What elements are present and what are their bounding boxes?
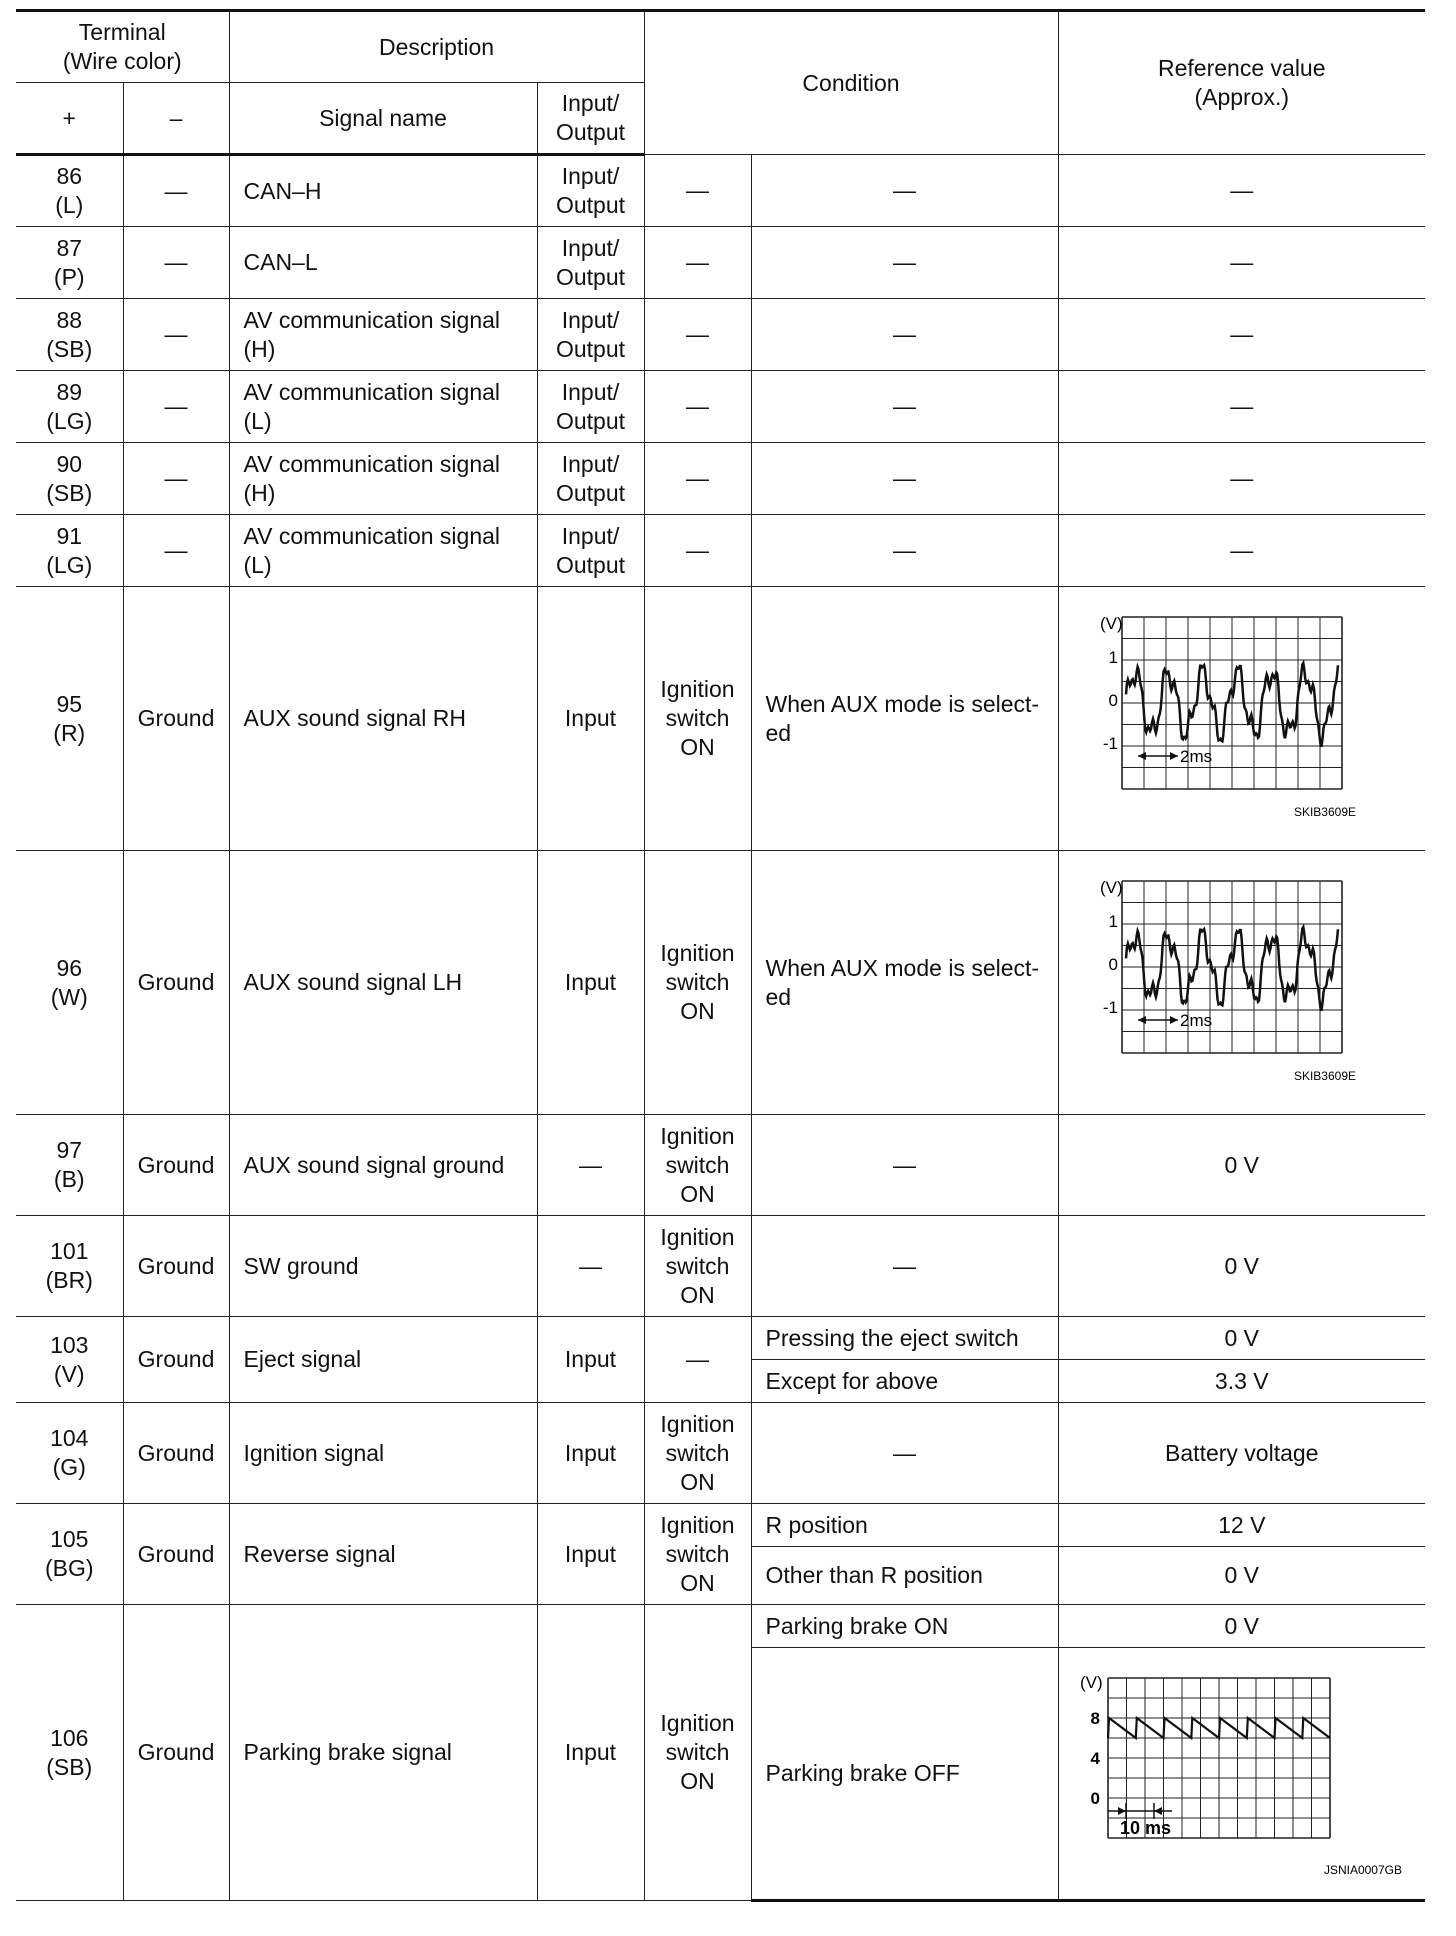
header-description: Description: [229, 11, 644, 83]
reference-value: —: [1058, 371, 1425, 443]
io-type: Input/ Output: [537, 227, 644, 299]
minus-terminal: —: [123, 443, 229, 515]
signal-name: AUX sound signal RH: [229, 587, 537, 851]
waveform-time-label: 2ms: [1179, 746, 1212, 766]
table-row: [16, 851, 1425, 1115]
reference-value: —: [1058, 227, 1425, 299]
table-row: [16, 1403, 1425, 1504]
reference-value: 0 V: [1058, 1317, 1425, 1360]
condition-state: Ignition switch ON: [644, 1605, 751, 1901]
reference-value: Battery voltage: [1058, 1403, 1425, 1504]
condition-state: —: [644, 299, 751, 371]
terminal-number: 86 (L): [16, 155, 123, 227]
minus-terminal: Ground: [123, 1605, 229, 1901]
signal-name: CAN–L: [229, 227, 537, 299]
condition-detail: —: [751, 299, 1058, 371]
waveform-y-tick: 1: [1108, 911, 1118, 931]
signal-name: Ignition signal: [229, 1403, 537, 1504]
condition-state: Ignition switch ON: [644, 1115, 751, 1216]
aux-waveform-lh: [1092, 873, 1392, 1093]
aux-waveform-rh: [1092, 609, 1392, 829]
condition-detail: —: [751, 515, 1058, 587]
io-type: Input/ Output: [537, 155, 644, 227]
waveform-grid: [1122, 881, 1342, 1053]
minus-terminal: Ground: [123, 1317, 229, 1403]
condition-detail: When AUX mode is select- ed: [751, 851, 1058, 1115]
figure-id: JSNIA0007GB: [1323, 1862, 1402, 1877]
condition-state: —: [644, 227, 751, 299]
waveform-y-tick: -1: [1102, 997, 1118, 1017]
condition-state: —: [644, 1317, 751, 1403]
signal-name: AV communication signal (L): [229, 515, 537, 587]
io-type: Input: [537, 851, 644, 1115]
reference-value: 0 V: [1058, 1605, 1425, 1648]
terminal-number: 101 (BR): [16, 1216, 123, 1317]
io-type: Input: [537, 1504, 644, 1605]
terminal-number: 104 (G): [16, 1403, 123, 1504]
waveform-y-tick: -1: [1102, 733, 1118, 753]
minus-terminal: —: [123, 515, 229, 587]
reference-waveform: [1058, 1648, 1425, 1901]
io-type: Input: [537, 1605, 644, 1901]
io-type: Input/ Output: [537, 515, 644, 587]
reference-value: 0 V: [1058, 1216, 1425, 1317]
time-scale-arrow: [1138, 752, 1178, 760]
signal-name: AV communication signal (L): [229, 371, 537, 443]
condition-state: Ignition switch ON: [644, 1216, 751, 1317]
reference-value: 3.3 V: [1058, 1360, 1425, 1403]
header-row-1: [16, 11, 1425, 83]
waveform-y-tick: 1: [1108, 647, 1118, 667]
minus-terminal: —: [123, 371, 229, 443]
header-reference-value: Reference value (Approx.): [1058, 11, 1425, 155]
condition-state: Ignition switch ON: [644, 587, 751, 851]
terminal-number: 95 (R): [16, 587, 123, 851]
table-row: [16, 1605, 1425, 1648]
terminal-number: 90 (SB): [16, 443, 123, 515]
condition-detail: —: [751, 155, 1058, 227]
minus-terminal: Ground: [123, 1403, 229, 1504]
terminal-number: 106 (SB): [16, 1605, 123, 1901]
condition-detail: R position: [751, 1504, 1058, 1547]
waveform-grid: [1108, 1678, 1330, 1838]
signal-name: Reverse signal: [229, 1504, 537, 1605]
condition-detail: —: [751, 443, 1058, 515]
terminal-number: 96 (W): [16, 851, 123, 1115]
minus-terminal: Ground: [123, 1115, 229, 1216]
figure-id: SKIB3609E: [1293, 804, 1356, 819]
time-scale-arrow: [1108, 1803, 1172, 1819]
reference-waveform: [1058, 851, 1425, 1115]
condition-detail: Except for above: [751, 1360, 1058, 1403]
condition-detail: —: [751, 1403, 1058, 1504]
table-row: [16, 1115, 1425, 1216]
waveform-y-tick: 8: [1090, 1708, 1100, 1728]
condition-detail: Pressing the eject switch: [751, 1317, 1058, 1360]
terminal-number: 87 (P): [16, 227, 123, 299]
minus-terminal: Ground: [123, 587, 229, 851]
terminal-table: [16, 9, 1425, 1902]
io-type: Input: [537, 587, 644, 851]
parking-brake-waveform: [1072, 1664, 1412, 1884]
signal-name: SW ground: [229, 1216, 537, 1317]
waveform-unit: (V): [1099, 877, 1123, 897]
reference-value: 0 V: [1058, 1115, 1425, 1216]
condition-state: —: [644, 443, 751, 515]
io-type: Input/ Output: [537, 443, 644, 515]
waveform-unit: (V): [1079, 1672, 1103, 1692]
reference-value: —: [1058, 515, 1425, 587]
header-minus: –: [123, 83, 229, 155]
waveform-grid: [1122, 617, 1342, 789]
condition-state: Ignition switch ON: [644, 1504, 751, 1605]
io-type: Input/ Output: [537, 371, 644, 443]
condition-detail: —: [751, 1115, 1058, 1216]
table-row: [16, 299, 1425, 371]
condition-detail: When AUX mode is select- ed: [751, 587, 1058, 851]
terminal-number: 105 (BG): [16, 1504, 123, 1605]
io-type: Input: [537, 1317, 644, 1403]
table-row: [16, 1317, 1425, 1360]
table-row: [16, 371, 1425, 443]
condition-state: —: [644, 371, 751, 443]
signal-name: AUX sound signal LH: [229, 851, 537, 1115]
reference-value: 0 V: [1058, 1547, 1425, 1605]
terminal-number: 88 (SB): [16, 299, 123, 371]
io-type: Input/ Output: [537, 299, 644, 371]
reference-value: 12 V: [1058, 1504, 1425, 1547]
minus-terminal: —: [123, 227, 229, 299]
header-condition: Condition: [644, 11, 1058, 155]
table-row: [16, 587, 1425, 851]
terminal-number: 103 (V): [16, 1317, 123, 1403]
reference-value: —: [1058, 155, 1425, 227]
condition-state: Ignition switch ON: [644, 1403, 751, 1504]
signal-name: AV communication signal (H): [229, 299, 537, 371]
table-row: [16, 1216, 1425, 1317]
condition-detail: Parking brake ON: [751, 1605, 1058, 1648]
reference-value: —: [1058, 443, 1425, 515]
time-scale-arrow: [1138, 1016, 1178, 1024]
minus-terminal: Ground: [123, 1216, 229, 1317]
table-row: [16, 515, 1425, 587]
signal-name: Eject signal: [229, 1317, 537, 1403]
header-terminal: Terminal (Wire color): [16, 11, 229, 83]
io-type: —: [537, 1216, 644, 1317]
minus-terminal: —: [123, 155, 229, 227]
waveform-y-tick: 0: [1108, 690, 1118, 710]
condition-state: —: [644, 515, 751, 587]
table-row: [16, 443, 1425, 515]
condition-detail: —: [751, 1216, 1058, 1317]
table-row: [16, 227, 1425, 299]
reference-value: —: [1058, 299, 1425, 371]
table-row: [16, 1504, 1425, 1547]
condition-detail: —: [751, 227, 1058, 299]
waveform-unit: (V): [1099, 613, 1123, 633]
condition-detail: Parking brake OFF: [751, 1648, 1058, 1901]
waveform-y-tick: 0: [1108, 954, 1118, 974]
terminal-number: 89 (LG): [16, 371, 123, 443]
minus-terminal: —: [123, 299, 229, 371]
minus-terminal: Ground: [123, 851, 229, 1115]
waveform-time-label: 10 ms: [1119, 1817, 1171, 1838]
signal-name: AV communication signal (H): [229, 443, 537, 515]
signal-name: CAN–H: [229, 155, 537, 227]
signal-name: AUX sound signal ground: [229, 1115, 537, 1216]
terminal-number: 91 (LG): [16, 515, 123, 587]
waveform-trace: [1108, 1718, 1330, 1738]
signal-name: Parking brake signal: [229, 1605, 537, 1901]
minus-terminal: Ground: [123, 1504, 229, 1605]
header-signal-name: Signal name: [229, 83, 537, 155]
condition-detail: Other than R position: [751, 1547, 1058, 1605]
waveform-y-tick: 0: [1090, 1788, 1100, 1808]
condition-state: Ignition switch ON: [644, 851, 751, 1115]
terminal-number: 97 (B): [16, 1115, 123, 1216]
waveform-time-label: 2ms: [1179, 1010, 1212, 1030]
io-type: —: [537, 1115, 644, 1216]
header-plus: +: [16, 83, 123, 155]
table-row: [16, 155, 1425, 227]
condition-state: —: [644, 155, 751, 227]
waveform-y-tick: 4: [1090, 1748, 1100, 1768]
header-io: Input/ Output: [537, 83, 644, 155]
condition-detail: —: [751, 371, 1058, 443]
io-type: Input: [537, 1403, 644, 1504]
reference-waveform: [1058, 587, 1425, 851]
figure-id: SKIB3609E: [1293, 1068, 1356, 1083]
